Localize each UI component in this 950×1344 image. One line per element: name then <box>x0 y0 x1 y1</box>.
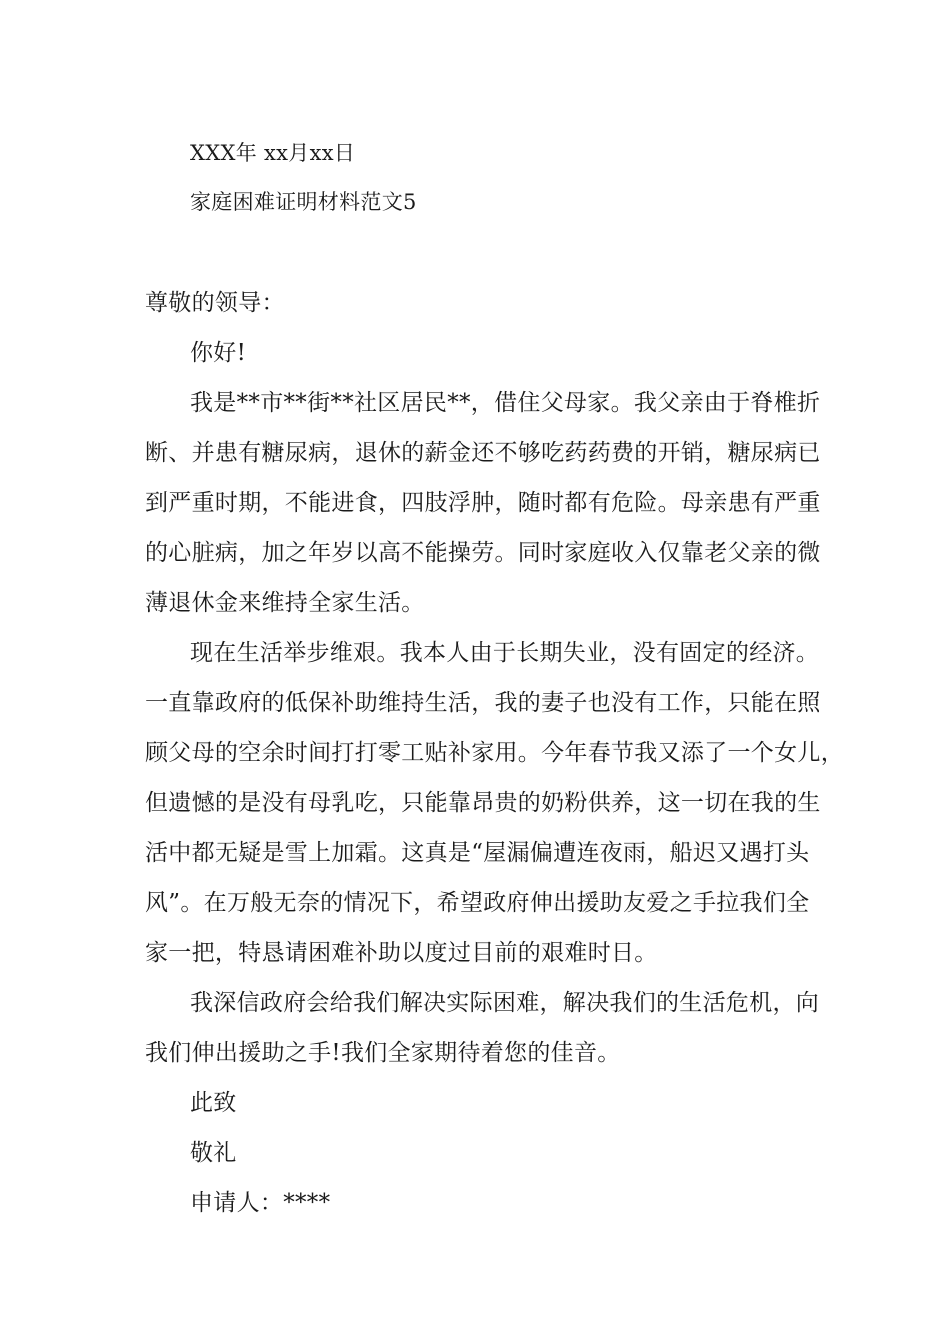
paragraph2-line: 活中都无疑是雪上加霜。这真是“屋漏偏遭连夜雨，船迟又遇打头 <box>145 840 810 866</box>
paragraph2-line: 一直靠政府的低保补助维持生活，我的妻子也没有工作，只能在照 <box>145 690 821 716</box>
paragraph1-line: 到严重时期，不能进食，四肢浮肿，随时都有危险。母亲患有严重 <box>145 490 821 516</box>
paragraph2-line: 风”。在万般无奈的情况下，希望政府伸出援助友爱之手拉我们全 <box>145 890 810 916</box>
applicant-signature: 申请人：**** <box>190 1190 331 1216</box>
paragraph3-line: 我们伸出援助之手!我们全家期待着您的佳音。 <box>145 1040 621 1066</box>
paragraph1-line: 的心脏病，加之年岁以高不能操劳。同时家庭收入仅靠老父亲的微 <box>145 540 821 566</box>
paragraph1-line: 薄退休金来维持全家生活。 <box>145 590 425 616</box>
salutation: 尊敬的领导： <box>145 290 285 316</box>
paragraph2-line: 现在生活举步维艰。我本人由于长期失业，没有固定的经济。 <box>190 640 820 666</box>
greeting: 你好! <box>190 340 247 366</box>
paragraph1-line: 断、并患有糖尿病，退休的薪金还不够吃药药费的开销，糖尿病已 <box>145 440 821 466</box>
paragraph2-line: 顾父母的空余时间打打零工贴补家用。今年春节我又添了一个女儿， <box>145 740 844 766</box>
paragraph2-line: 家一把，特恳请困难补助以度过目前的艰难时日。 <box>145 940 658 966</box>
document-title: 家庭困难证明材料范文5 <box>190 190 417 214</box>
paragraph1-line: 我是**市**街**社区居民**，借住父母家。我父亲由于脊椎折 <box>190 390 821 416</box>
paragraph3-line: 我深信政府会给我们解决实际困难，解决我们的生活危机，向 <box>190 990 820 1016</box>
closing-cizhi: 此致 <box>190 1090 237 1116</box>
paragraph2-line: 但遗憾的是没有母乳吃，只能靠昂贵的奶粉供养，这一切在我的生 <box>145 790 821 816</box>
date-line: XXX年 xx月xx日 <box>190 141 356 165</box>
closing-jingli: 敬礼 <box>190 1140 237 1166</box>
